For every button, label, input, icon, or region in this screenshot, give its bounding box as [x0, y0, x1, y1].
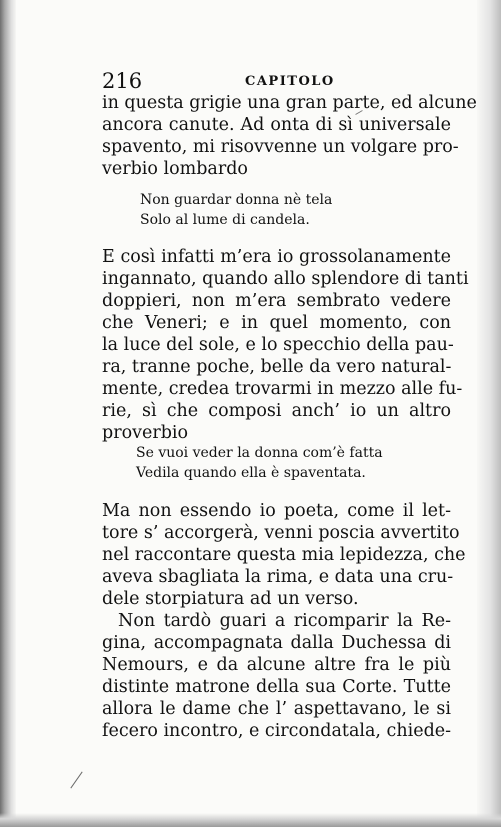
page-left-edge-shadow: [0, 0, 16, 827]
page-right-edge-shadow: [477, 0, 501, 827]
running-head: CAPITOLO: [245, 74, 335, 89]
text-line: doppieri, non m’era sembrato vedere: [102, 291, 451, 311]
text-line: ra, tranne poche, belle da vero natural-: [102, 357, 452, 377]
text-line: nel raccontare questa mia lepidezza, che: [102, 545, 466, 565]
text-line: dele storpiatura ad un verso.: [102, 589, 359, 609]
text-line: gina, accompagnata dalla Duchessa di: [102, 633, 451, 653]
page-number: 216: [102, 69, 143, 93]
text-line: la luce del sole, e lo specchio della pau-: [102, 335, 454, 355]
text-line: rie, sì che composi anch’ io un altro: [102, 401, 451, 421]
text-line: che Veneri; e in quel momento, con: [102, 313, 451, 333]
text-line: verbio lombardo: [102, 159, 248, 179]
text-line: E così infatti m’era io grossolanamente: [102, 247, 451, 267]
verse-line: Solo al lume di candela.: [140, 212, 310, 228]
text-line: in questa grigie una gran parte, ed alcune: [102, 93, 477, 113]
page-bottom-edge-shadow: [0, 813, 501, 827]
text-line: fecero incontro, e circondatala, chiede-: [102, 721, 452, 741]
page-header: [102, 68, 452, 94]
text-line: spavento, mi risovvenne un volgare pro-: [102, 137, 459, 157]
text-line: Nemours, e da alcune altre fra le più: [102, 655, 451, 675]
text-line: Ma non essendo io poeta, come il let-: [102, 501, 451, 521]
text-line: Non tardò guari a ricomparir la Re-: [118, 611, 451, 631]
text-line: ancora canute. Ad onta di sì universale: [102, 115, 451, 135]
text-line: proverbio: [102, 423, 189, 443]
ink-mark: [70, 772, 82, 789]
text-line: distinte matrone della sua Corte. Tutte: [102, 677, 451, 697]
verse-line: Non guardar donna nè tela: [140, 192, 333, 208]
verse-line: Se vuoi veder la donna com’è fatta: [136, 445, 383, 461]
text-line: mente, credea trovarmi in mezzo alle fu-: [102, 379, 463, 399]
text-line: aveva sbagliata la rima, e data una cru-: [102, 567, 454, 587]
text-line: allora le dame che l’ aspettavano, le si: [102, 699, 451, 719]
text-line: ingannato, quando allo splendore di tanti: [102, 269, 469, 289]
text-line: tore s’ accorgerà, venni poscia avvertito: [102, 523, 460, 543]
verse-line: Vedila quando ella è spaventata.: [136, 465, 366, 481]
